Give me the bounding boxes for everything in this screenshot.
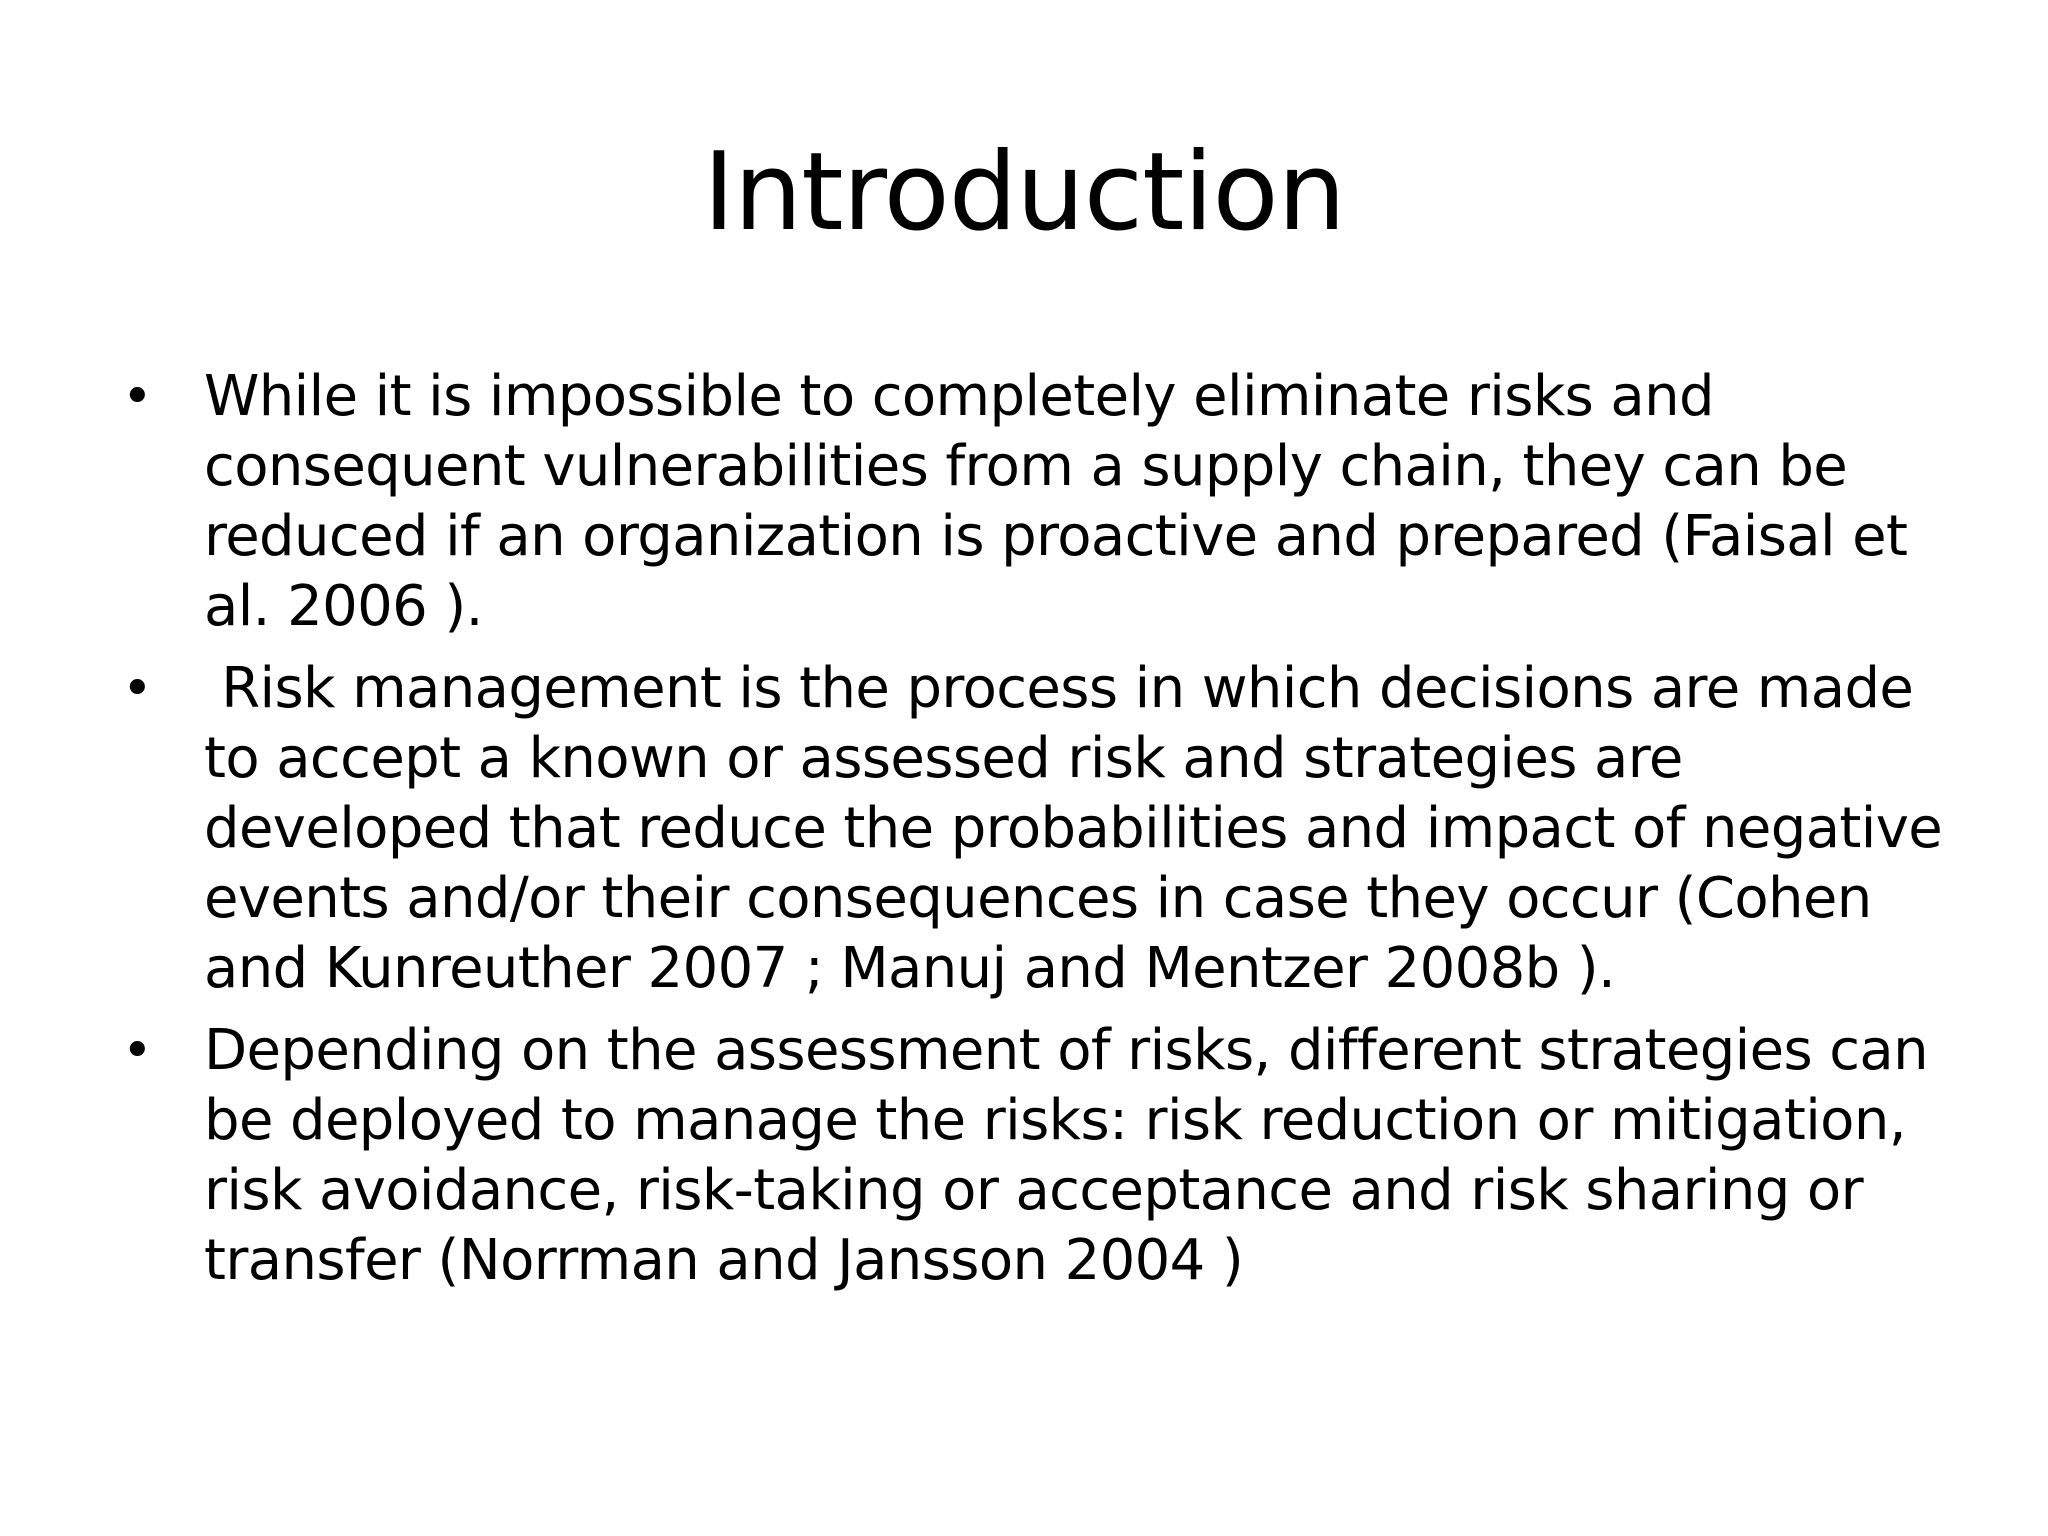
bullet-list	[118, 362, 1958, 1308]
slide-title: Introduction	[702, 130, 1345, 255]
bullet-marker: •	[122, 367, 153, 427]
bullet-marker: •	[122, 1021, 153, 1081]
bullet-item-2	[118, 654, 1958, 1004]
bullet-marker: •	[122, 659, 153, 719]
bullet-text: While it is impossible to completely eliminate risks and consequent vulnerabilities from a supply chain, they can be reduced if an organization is proactive and prepared (Faisal et al. 2006 ).	[204, 364, 1925, 639]
bullet-text: Risk management is the process in which decisions are made to accept a known or assessed risk and strategies are developed that reduce the probabilities and impact of negative events and/or their consequences in case they occur (Cohen and Kunreuther 2007 ; Manuj and Mentzer 2008b ).	[204, 656, 1960, 1001]
bullet-item-1	[118, 362, 1958, 642]
bullet-item-3	[118, 1016, 1958, 1296]
bullet-text: Depending on the assessment of risks, different strategies can be deployed to manage the risks: risk reduction or mitigation, risk avoidance, risk-taking or acceptance and risk sharing or transfer (Norrman and Jansson 2004 )	[204, 1018, 1946, 1293]
